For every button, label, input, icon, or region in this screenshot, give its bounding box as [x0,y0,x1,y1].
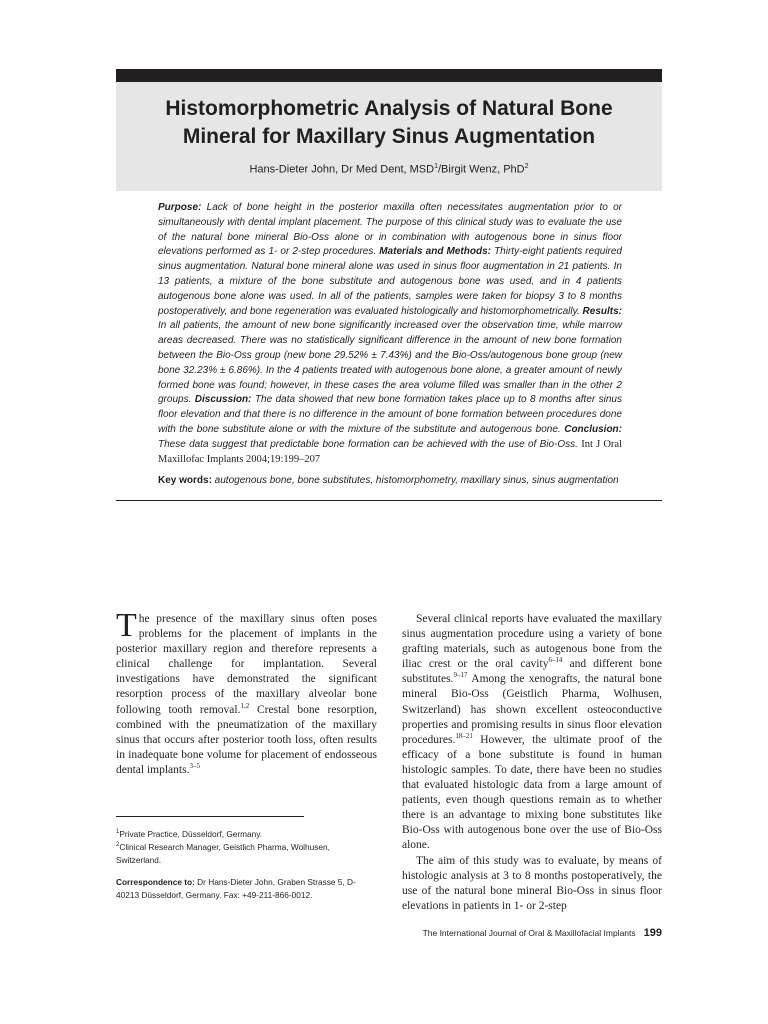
correspondence [116,876,366,902]
keywords-label: Key words: [158,475,212,486]
purpose-text: Lack of bone height in the posterior maxilla often necessitates augmentation prior to or simultaneously with dental implant placement. The purpose of this clinical study was to evaluate the use of the natural bone mineral Bio-Oss alone or in combination with autogenous bone in sinus floor elevations performed as 1- or 2-step procedures. [158,202,622,258]
ref-9-17: 9–17 [453,671,468,680]
purpose-label: Purpose: [158,202,202,213]
correspondence-text: Dr Hans-Dieter John, Graben Strasse 5, D-40213 Düsseldorf, Germany. Fax: +49-211-866-0012. [116,877,356,900]
footnote-1-marker: 1 [116,829,120,835]
intro-text-2: Crestal bone resorption, combined with the pneumatization of the maxillary sinus that occurs after posterior tooth loss, often results in inadequate bone volume for placement of endosseous dental implants. [116,703,378,776]
author-2-affiliation: 2 [524,163,529,170]
paragraph-clinical-reports [402,612,662,854]
methods-label: Materials and Methods: [379,246,491,258]
discussion-label: Discussion: [194,394,252,406]
abstract-divider [116,500,662,501]
methods-text: Thirty-eight patients required sinus augmentation. Natural bone mineral alone was used in sinus floor augmentation in 21 patients. In 13 patients, a mixture of the bone substitute and autogenous bone was used, and in 4 patients autogenous bone alone was used. In all of the patients, samples were taken for biopsy 3 to 8 months postoperatively, and bone regeneration was evaluated histologically and histomorphometrically. [158,246,622,317]
para-text-a: Several clinical reports have evaluated the maxillary sinus augmentation procedure using a variety of bone grafting materials, such as autogenous bone from the iliac crest or the oral cavity [402,613,662,671]
citation: Int J Oral Maxillofac Implants 2004;19:199–207 [158,438,622,465]
title-line-1: Histomorphometric Analysis of Natural Bone [165,97,613,120]
conclusion-text: These data suggest that predictable bone formation can be achieved with the use of Bio-Oss. [158,438,582,450]
ref-3-5: 3–5 [189,762,200,771]
results-label: Results: [582,305,622,317]
journal-name: The International Journal of Oral & Maxillofacial Implants [422,928,636,938]
ref-18-21: 18–21 [455,731,473,740]
para-text-d: However, the ultimate proof of the efficacy of a bone substitute is found in human histologic samples. To date, there have been no studies that evaluated histologic data from a large amount of patients, even though questions remain as to whether there is an advantage to mixing bone substitutes like Bio-Oss with autogenous bone over the use of Bio-Oss alone. [402,733,662,852]
footnote-2 [116,839,366,867]
ref-6-14: 6–14 [548,656,563,665]
para-text-c: Among the xenografts, the natural bone mineral Bio-Oss (Geistlich Pharma, Wolhusen, Switzerland) has shown excellent osteoconductive properties and promising results in sinus floor elevation procedures. [402,673,662,746]
keywords-text: autogenous bone, bone substitutes, histomorphometry, maxillary sinus, sinus augmentation [211,475,619,486]
body-column-right [402,612,662,914]
body-column-left [116,607,378,778]
abstract [158,201,622,467]
conclusion-label: Conclusion: [564,423,622,435]
page-number: 199 [643,927,662,939]
article-title [116,95,662,151]
intro-paragraph [116,607,378,778]
page-footer [380,927,662,939]
discussion-text: The data showed that new bone formation takes place up to 8 months after sinus floor elevation and that there is no difference in the amount of bone formation between procedures done with the bone substitute alone or with the mixture of the substitute and autogenous bone. [158,394,622,435]
author-1: Hans-Dieter John, Dr Med Dent, MSD [249,163,435,176]
keywords [158,475,628,486]
footnote-2-text: Clinical Research Manager, Geistlich Pharma, Wolhusen, Switzerland. [116,841,330,865]
header-bar [116,69,662,82]
paragraph-aim: The aim of this study was to evaluate, by means of histologic analysis at 3 to 8 months postoperatively, the use of the natural bone mineral Bio-Oss in sinus floor elevations in patients in 1- or 2-step [402,854,662,912]
correspondence-label: Correspondence to: [116,877,195,887]
drop-cap: T [116,607,137,644]
footnote-2-marker: 2 [116,842,120,848]
author-1-affiliation: 1 [434,163,438,170]
title-line-2: Mineral for Maxillary Sinus Augmentation [182,125,596,148]
author-2: /Birgit Wenz, PhD [438,163,525,176]
results-text: In all patients, the amount of new bone significantly increased over the observation time, while marrow areas decreased. There was no statistically significant difference in the amount of new bone formation between the Bio-Oss group (new bone 29.52% ± 7.43%) and the Bio-Oss/autogenous bone group (new bone 32.23% ± 6.86%). In the 4 patients treated with autogenous bone alone, a greater amount of newly formed bone was found; however, in these cases the area volume filled was smaller than in the other 2 groups. [158,320,622,406]
ref-1-2: 1,2 [240,701,250,710]
authors [116,163,662,176]
footnote-1-text: Private Practice, Düsseldorf, Germany. [119,828,263,839]
para-text-b: and different bone substitutes. [402,658,662,686]
footnote-divider [116,816,304,817]
intro-text-1: he presence of the maxillary sinus often poses problems for the placement of implants in the posterior maxillary region and therefore represents a clinical challenge for implantation. Several investigations have demonstrated the significant resorption process of the maxillary alveolar bone following tooth removal. [116,613,377,716]
